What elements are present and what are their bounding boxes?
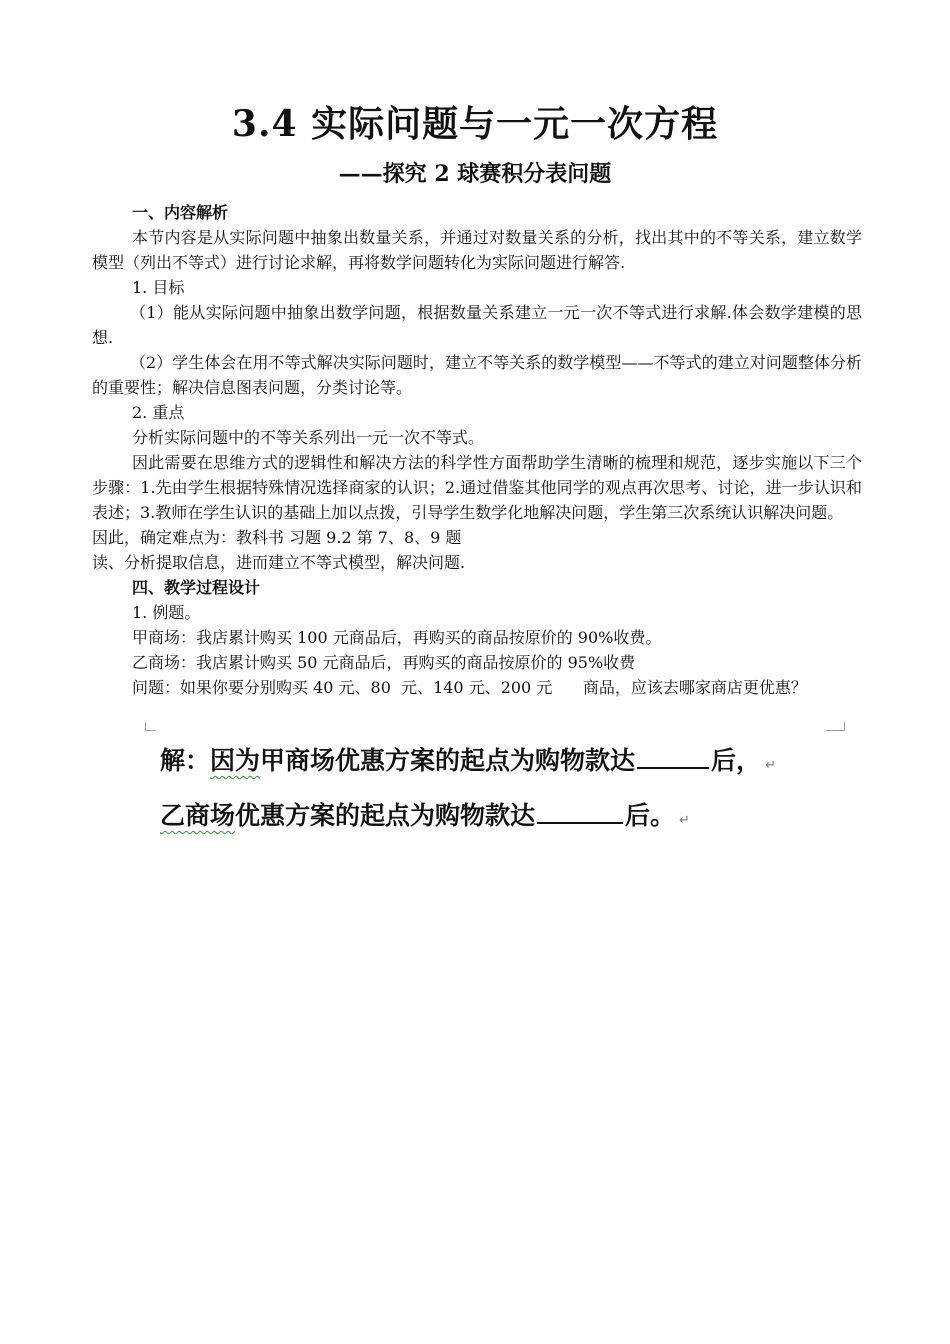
answer-blank-1[interactable] [637, 741, 709, 769]
paragraph-mark-icon: ↵ [765, 758, 776, 773]
document-title: 3.4 实际问题与一元一次方程 [231, 103, 719, 145]
solution-prefix: 解： [160, 746, 211, 775]
goal-item-2: （2）学生体会在用不等式解决实际问题时，建立不等关系的数学模型——不等式的建立对问题整体分析的重要性；解决信息图表问题，分类讨论等。 [92, 353, 862, 397]
read-analyze-line: 读、分析提取信息，进而建立不等式模型，解决问题. [92, 553, 466, 572]
section-heading-teaching-process: 四、教学过程设计 [132, 578, 261, 597]
question-text: 问题：如果你要分别购买 40 元、80 元、140 元、200 元 商品，应该去哪家商店更优惠？ [132, 678, 807, 697]
steps-paragraph: 因此需要在思维方式的逻辑性和解决方法的科学性方面帮助学生清晰的梳理和规范，逐步实施以下三个步骤：1.先由学生根据特殊情况选择商家的认识；2.通过借鉴其他同学的观点再次思考、讨论，进一步认识和表述；3.教师在学生认识的基础上加以点拨，引导学生数学化地解决问题，学生第三次系统认识解决问题。 [92, 453, 862, 522]
text-boundary-marker-right [826, 722, 845, 731]
document-body [92, 200, 862, 700]
store-b-offer: 乙商场：我店累计购买 50 元商品后，再购买的商品按原价的 95%收费 [132, 653, 636, 672]
spellcheck-word: 因为 [210, 746, 261, 775]
store-a-offer: 甲商场：我店累计购买 100 元商品后，再购买的商品按原价的 90%收费。 [132, 628, 662, 647]
intro-paragraph: 本节内容是从实际问题中抽象出数量关系，并通过对数量关系的分析，找出其中的不等关系，建立数学模型（列出不等式）进行讨论求解，再将数学问题转化为实际问题进行解答. [92, 228, 862, 272]
goal-label: 1. 目标 [132, 278, 185, 297]
answer-blank-2[interactable] [537, 796, 623, 824]
section-heading-content-analysis: 一、内容解析 [132, 203, 229, 222]
key-point-label: 2. 重点 [132, 403, 185, 422]
solution-line-1-suffix: 后， [711, 746, 762, 775]
goal-item-1: （1）能从实际问题中抽象出数学问题，根据数量关系建立一元一次不等式进行求解.体会数学建模的思想. [92, 303, 862, 347]
solution-line-2-body: 优惠方案的起点为购物款达 [235, 801, 536, 830]
document-subtitle: ——探究 2 球赛积分表问题 [338, 161, 612, 187]
solution-line-1-body: 甲商场优惠方案的起点为购物款达 [260, 746, 636, 775]
spellcheck-word: 乙商场 [160, 801, 236, 830]
paragraph-mark-icon: ↵ [679, 813, 690, 828]
solution-line-1 [160, 736, 860, 791]
solution-line-2-suffix: 后。 [625, 801, 676, 830]
example-label: 1. 例题。 [132, 603, 201, 622]
solution-line-2 [160, 791, 860, 846]
text-boundary-marker-left [145, 722, 156, 731]
difficulty-line: 因此，确定难点为：教科书 习题 9.2 第 7、8、9 题 [92, 528, 462, 547]
key-point-text: 分析实际问题中的不等关系列出一元一次不等式。 [132, 428, 485, 447]
solution-block [160, 736, 860, 846]
